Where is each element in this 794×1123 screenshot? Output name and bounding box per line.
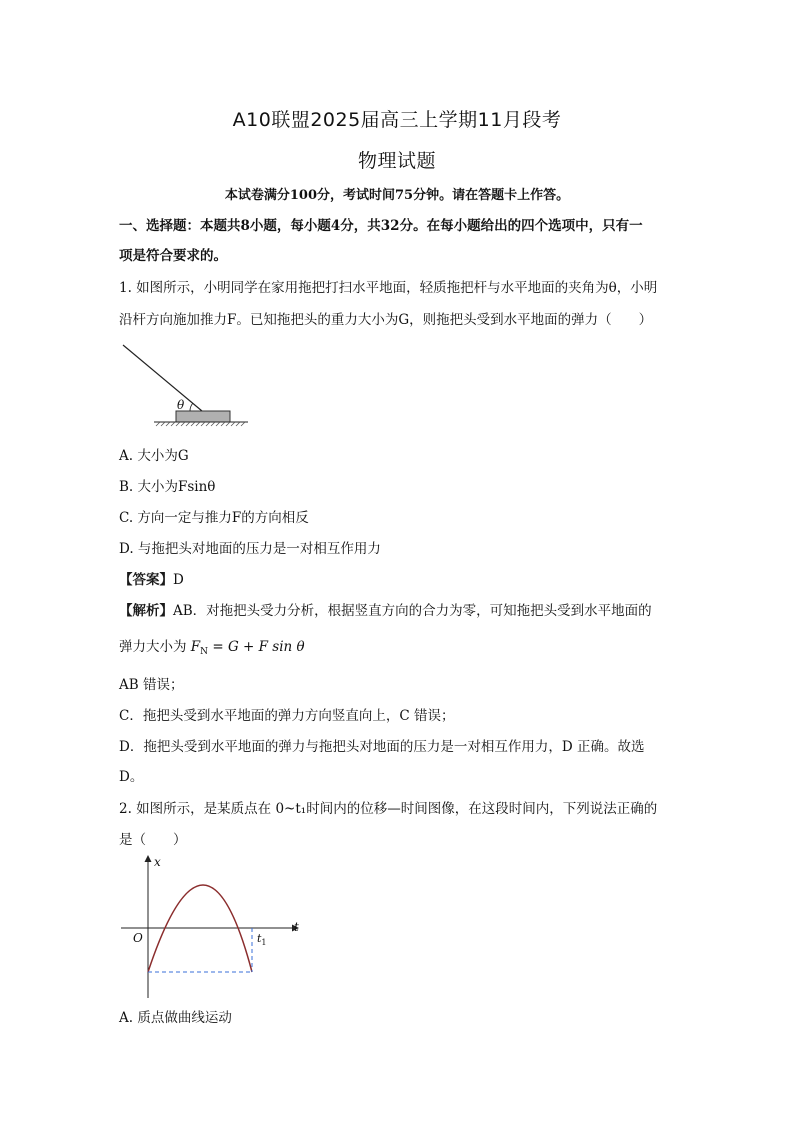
q2-option-a: A. 质点做曲线运动 (119, 1010, 232, 1026)
q1-mop-figure (118, 340, 258, 435)
y-axis-label: x (154, 855, 161, 869)
q1-analysis-line3: AB 错误； (119, 677, 184, 693)
formula-lhs-sub: N (200, 647, 209, 657)
formula-lhs: F (190, 639, 201, 655)
answer-value: D (173, 572, 184, 588)
ground-hatching (156, 422, 245, 426)
q1-analysis-line5: D．拖把头受到水平地面的弹力与拖把头对地面的压力是一对相互作用力，D 正确。故选 (119, 739, 645, 755)
section-heading-line1: 一、选择题：本题共8小题，每小题4分，共32分。在每小题给出的四个选项中，只有一 (119, 218, 643, 234)
q1-option-b: B. 大小为Fsinθ (119, 479, 216, 495)
formula-rhs: = G + F sin θ (208, 639, 305, 655)
t1-label: $t_1$ (257, 932, 267, 947)
theta-label: θ (177, 398, 185, 412)
mop-handle (123, 345, 202, 411)
q1-stem-line1: 1. 如图所示，小明同学在家用拖把打扫水平地面，轻质拖把杆与水平地面的夹角为θ，小明 (119, 280, 658, 296)
q1-option-d: D. 与拖把头对地面的压力是一对相互作用力 (119, 541, 381, 557)
origin-label: O (133, 931, 143, 945)
q1-analysis-line6: D。 (119, 769, 144, 785)
q1-analysis-line1 (119, 601, 679, 621)
q1-answer (119, 570, 679, 590)
analysis-text: AB．对拖把头受力分析，根据竖直方向的合力为零，可知拖把头受到水平地面的 (173, 603, 652, 619)
analysis-formula-prefix: 弹力大小为 (119, 639, 187, 655)
mop-head (176, 411, 230, 422)
angle-arc (190, 403, 193, 411)
q1-option-c: C. 方向一定与推力F的方向相反 (119, 510, 309, 526)
q2-stem-line2: 是（ ） (119, 832, 187, 848)
exam-intro: 本试卷满分100分，考试时间75分钟。请在答题卡上作答。 (224, 188, 570, 203)
q1-analysis-line2 (119, 637, 679, 662)
q2-xt-graph (118, 852, 308, 1002)
q1-option-a: A. 大小为G (119, 448, 189, 464)
exam-title: A10联盟2025届高三上学期11月段考 (232, 109, 562, 131)
answer-tag: 【答案】 (119, 572, 173, 588)
q1-analysis-line4: C．拖把头受到水平地面的弹力方向竖直向上，C 错误； (119, 708, 455, 724)
q1-stem-line2: 沿杆方向施加推力F。已知拖把头的重力大小为G，则拖把头受到水平地面的弹力（ ） (119, 312, 653, 328)
exam-subtitle: 物理试题 (357, 150, 436, 172)
section-heading-line2: 项是符合要求的。 (119, 248, 227, 264)
formula (191, 639, 305, 655)
x-axis-label: t (294, 920, 299, 934)
q2-stem-line1: 2. 如图所示，是某质点在 0~t₁时间内的位移—时间图像，在这段时间内，下列说法正确的 (119, 801, 658, 817)
analysis-tag: 【解析】 (119, 603, 173, 619)
